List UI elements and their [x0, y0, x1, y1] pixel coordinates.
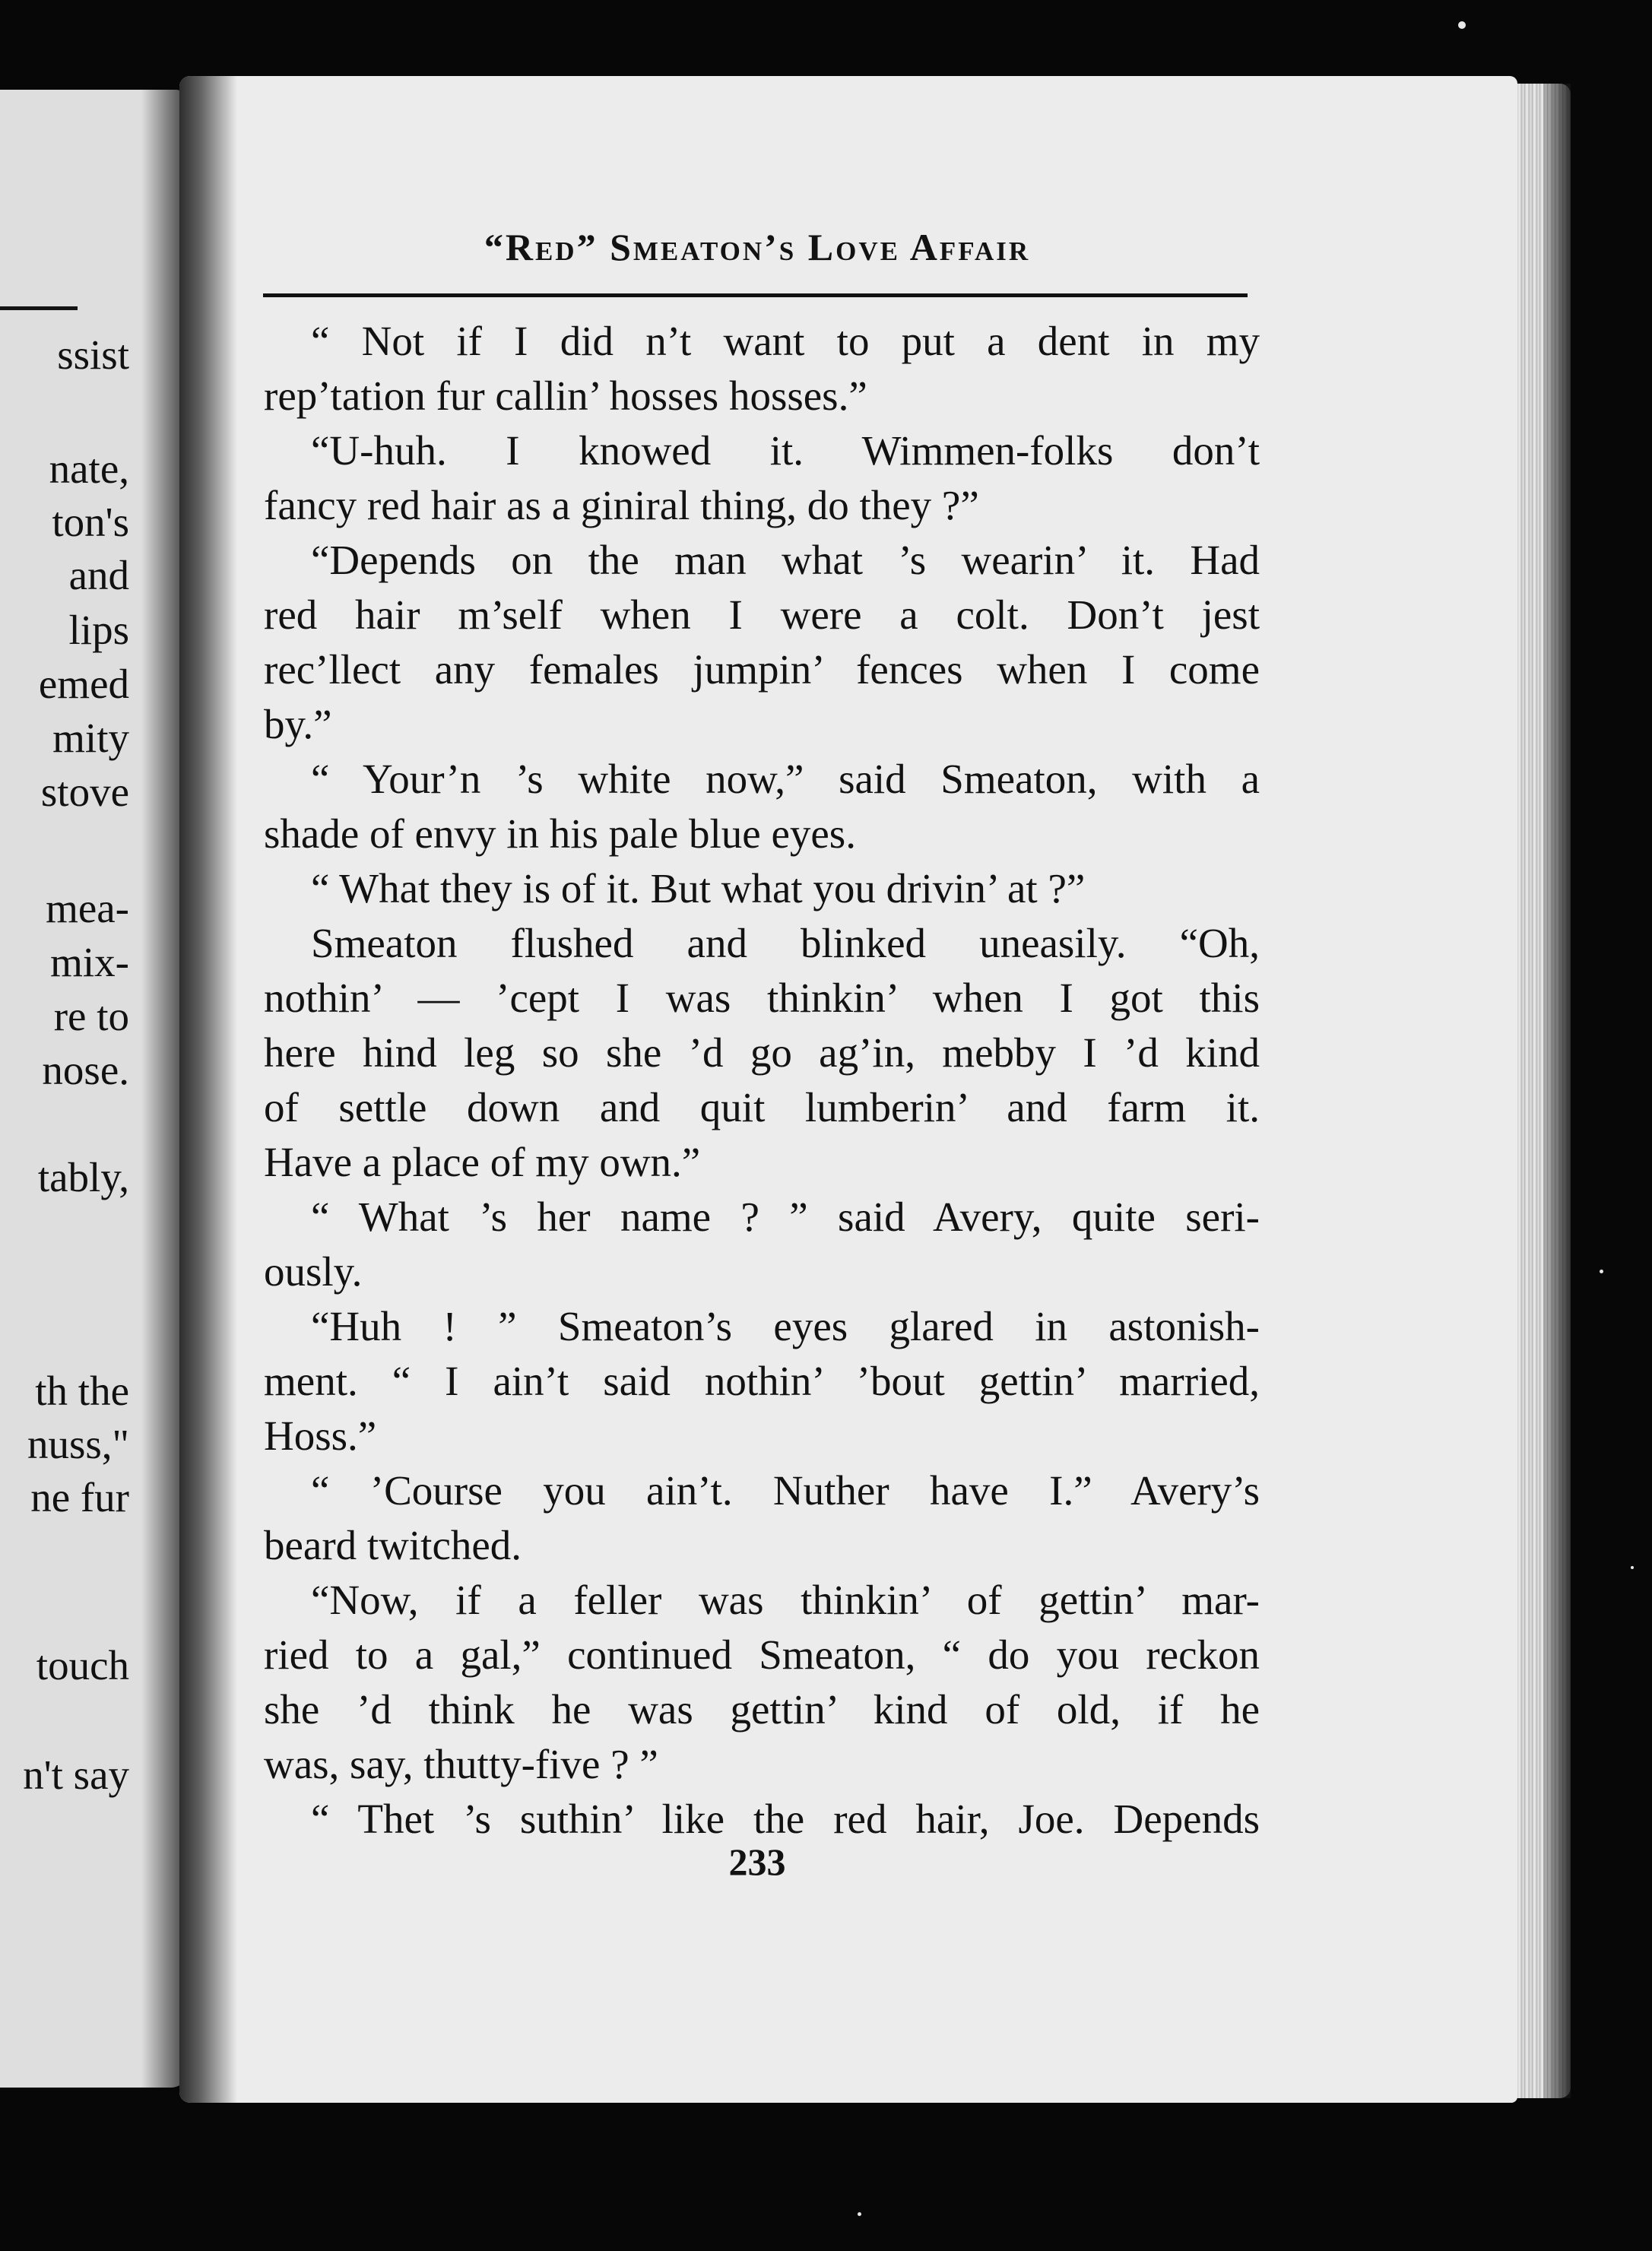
text-line: “Now, if a feller was thinkin’ of gettin’ mar-: [311, 1577, 1260, 1623]
text-line: “ What they is of it. But what you drivin’ at ?”: [311, 865, 1086, 911]
facing-page-line: nuss,": [27, 1421, 129, 1467]
facing-page-line: emed: [38, 661, 129, 707]
facing-page-line: nate,: [49, 445, 129, 492]
dust-speck: [1631, 1566, 1634, 1569]
dust-speck: [1600, 1270, 1603, 1273]
text-line: “ Not if I did n’t want to put a dent in my: [311, 318, 1260, 364]
text-line: nothin’ — ’cept I was thinkin’ when I got this: [264, 975, 1260, 1021]
text-line: “ ’Course you ain’t. Nuther have I.” Avery’s: [311, 1467, 1260, 1514]
facing-page-line: lips: [68, 607, 129, 653]
running-head: “Red” Smeaton’s Love Affair: [484, 226, 1031, 268]
facing-page-line: touch: [36, 1642, 129, 1688]
facing-page-line: ton's: [52, 499, 129, 545]
facing-page-line: ssist: [57, 331, 129, 378]
text-line: Have a place of my own.”: [264, 1139, 701, 1185]
facing-page-line: n't say: [23, 1752, 129, 1798]
text-line: rec’llect any females jumpin’ fences when I come: [264, 646, 1260, 693]
facing-page-line: ne fur: [30, 1474, 129, 1520]
text-line: rep’tation fur callin’ hosses hosses.”: [264, 373, 867, 419]
facing-page-line: re to: [53, 993, 129, 1039]
facing-page-line: and: [68, 552, 129, 598]
text-line: “ What ’s her name ? ” said Avery, quite seri-: [311, 1194, 1260, 1240]
text-line: here hind leg so she ’d go ag’in, mebby I ’d kind: [264, 1029, 1260, 1076]
page-gutter-shadow: [179, 76, 237, 2103]
text-line: ried to a gal,” continued Smeaton, “ do you reckon: [264, 1631, 1260, 1678]
body-text: [264, 314, 1260, 1847]
text-line: “Depends on the man what ’s wearin’ it. Had: [311, 537, 1260, 583]
facing-page-line: mea-: [46, 885, 129, 931]
text-line: shade of envy in his pale blue eyes.: [264, 810, 856, 857]
text-line: beard twitched.: [264, 1522, 522, 1568]
text-line: Smeaton flushed and blinked uneasily. “Oh,: [311, 920, 1260, 966]
facing-page-line: stove: [40, 769, 129, 815]
facing-page-line: mix-: [50, 939, 129, 985]
text-line: ously.: [264, 1248, 363, 1295]
facing-page-line: th the: [35, 1368, 129, 1414]
text-line: red hair m’self when I were a colt. Don’t jest: [264, 591, 1260, 638]
text-line: she ’d think he was gettin’ kind of old, if he: [264, 1686, 1260, 1733]
dust-speck: [1458, 21, 1466, 29]
text-line: ment. “ I ain’t said nothin’ ’bout gettin’ married,: [264, 1358, 1260, 1404]
text-line: of settle down and quit lumberin’ and farm it.: [264, 1084, 1260, 1130]
text-line: “ Your’n ’s white now,” said Smeaton, with a: [311, 756, 1260, 802]
dust-speck: [858, 2212, 861, 2216]
text-line: fancy red hair as a giniral thing, do they ?”: [264, 482, 979, 528]
page-number: 233: [728, 1840, 786, 1883]
facing-page-head-rule: [0, 306, 78, 310]
text-line: Hoss.”: [264, 1412, 377, 1459]
facing-page-line: mity: [52, 715, 129, 761]
facing-page-left: [0, 90, 190, 2088]
text-line: “Huh ! ” Smeaton’s eyes glared in astonish-: [311, 1303, 1260, 1349]
text-line: “ Thet ’s suthin’ like the red hair, Joe. Depends: [311, 1796, 1260, 1842]
text-line: was, say, thutty-five ? ”: [264, 1741, 658, 1787]
head-rule: [263, 293, 1248, 297]
text-line: “U-huh. I knowed it. Wimmen-folks don’t: [311, 427, 1260, 474]
facing-page-line: nose.: [42, 1047, 129, 1093]
facing-page-line: tably,: [37, 1154, 129, 1200]
text-line: by.”: [264, 701, 332, 747]
